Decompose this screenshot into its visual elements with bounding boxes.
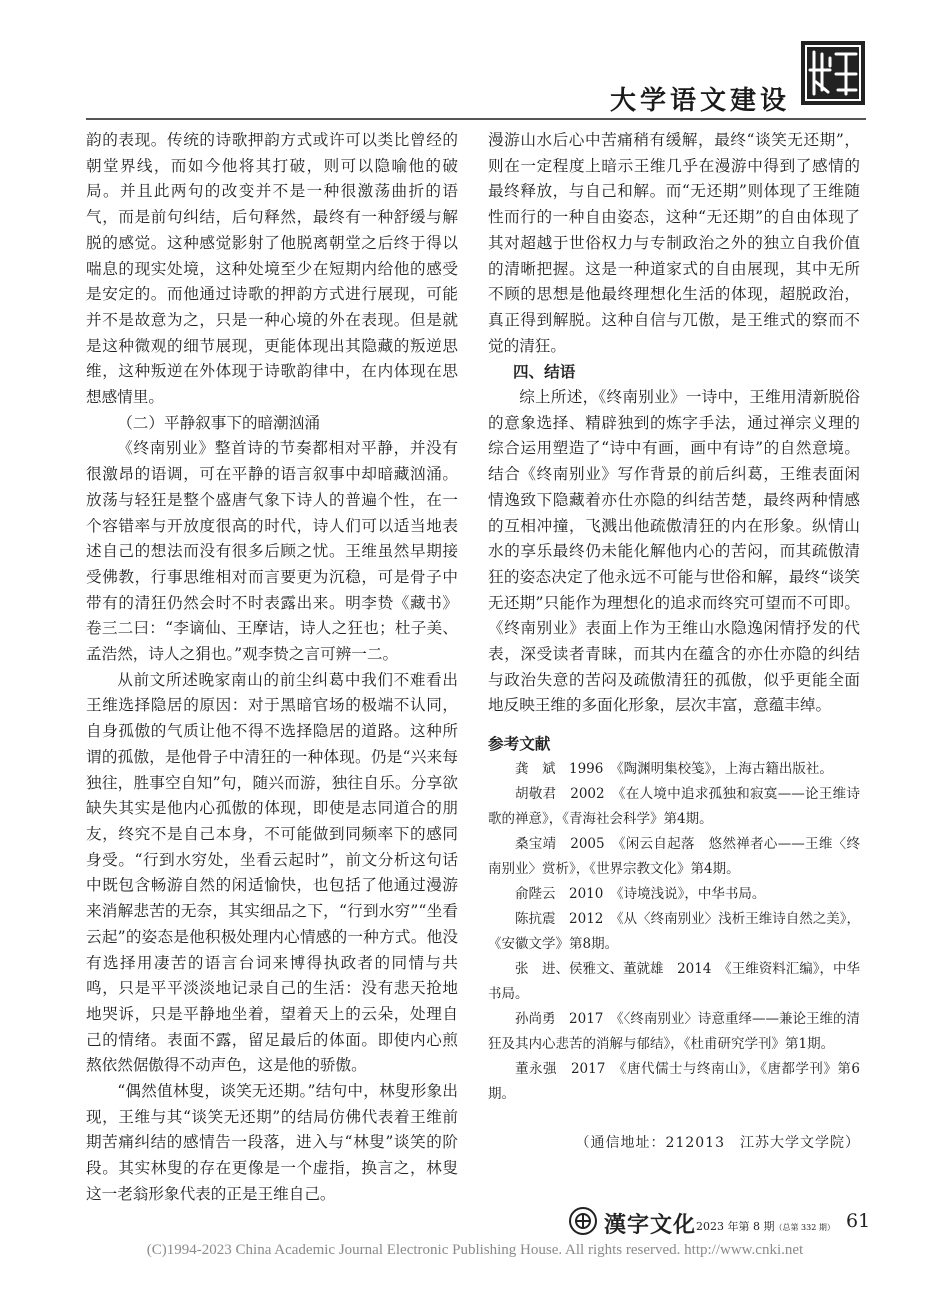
- header-title: 大学语文建设: [610, 86, 791, 116]
- reference-item: 孙尚勇 2017 《〈终南别业〉诗意重绎——兼论王维的清狂及其内心悲苦的消解与郁结》，《杜甫研究学刊》第1期。: [488, 1010, 860, 1052]
- footer-journal-name: 漢字文化: [604, 1212, 697, 1238]
- journal-emblem-icon: [568, 1206, 598, 1236]
- page-header: [0, 0, 950, 128]
- page-footer: [560, 1206, 880, 1240]
- paragraph-continuation: 漫游山水后心中苦痛稍有缓解，最终“谈笑无还期”，则在一定程度上暗示王维几乎在漫游中得到了感情的最终释放，与自己和解。而“无还期”则体现了王维随性而行的一种自由姿态，这种“无还期”的自由体现了其对超越于世俗权力与专制政治之外的独立自我价值的清晰把握。这是一种道家式的自由展现，其中无所不顾的思想是他最终理想化生活的体现，超脱政治，真正得到解脱。这种自信与兀傲，是王维式的察而不觉的清狂。: [488, 131, 860, 355]
- paragraph: 从前文所述晚家南山的前尘纠葛中我们不难看出王维选择隐居的原因：对于黑暗官场的极端不认同，自身孤傲的气质让他不得不选择隐居的道路。这种所谓的孤傲，是他骨子中清狂的一种体现。仍是“兴来每独往，胜事空自知”句，随兴而游，独往自乐。分享欲缺失其实是他内心孤傲的体现，即使是志同道合的朋友，终究不是自己本身，不可能做到同频率下的感同身受。“行到水穷处，坐看云起时”，前文分析这句话中既包含畅游自然的闲适愉快，也包括了他通过漫游来消解悲苦的无奈，其实细品之下，“行到水穷”“坐看云起”的姿态是他积极处理内心情感的一种方式。他没有选择用凄苦的语言台词来博得执政者的同情与共鸣，只是平平淡淡地记录自己的生活：没有悲天抢地地哭诉，只是平静地坐着，望着天上的云朵，处理自己的情绪。表面不露，留足最后的体面。即使内心煎熬依然倨傲得不动声色，这是他的骄傲。: [86, 670, 458, 1075]
- reference-item: 桑宝靖 2005 《闲云自起落 悠然禅者心——王维〈终南别业〉赏析》，《世界宗教文化》第4期。: [488, 835, 860, 877]
- paragraph: 综上所述，《终南别业》一诗中，王维用清新脱俗的意象选择、精辟独到的炼字手法，通过禅宗义理的综合运用塑造了“诗中有画，画中有诗”的自然意境。结合《终南别业》写作背景的前后纠葛，王维表面闲情逸致下隐藏着亦仕亦隐的纠结苦楚，最终两种情感的互相冲撞，飞溅出他疏傲清狂的内在形象。纵情山水的享乐最终仍未能化解他内心的苦闷，而其疏傲清狂的姿态决定了他永远不可能与世俗和解，最终“谈笑无还期”只能作为理想化的追求而终究可望而不可即。《终南别业》表面上作为王维山水隐逸闲情抒发的代表，深受读者青睐，而其内在蕴含的亦仕亦隐的纠结与政治失意的苦闷及疏傲清狂的孤傲，似乎更能全面地反映王维的多面化形象，层次丰富，意蕴丰绰。: [488, 388, 860, 715]
- author-address: （通信地址：212013 江苏大学文学院）: [575, 1134, 860, 1151]
- copyright-notice: (C)1994-2023 China Academic Journal Electronic Publishing House. All rights reserved. http://www.cnki.net: [146, 1242, 804, 1258]
- subsection-heading: （二）平静叙事下的暗潮汹涌: [117, 413, 320, 432]
- header-rule: [86, 118, 866, 120]
- reference-item: 董永强 2017 《唐代儒士与终南山》，《唐都学刊》第6期。: [488, 1060, 860, 1102]
- footer-issue: [696, 1218, 835, 1234]
- reference-item: 胡敬君 2002 《在人境中追求孤独和寂寞——论王维诗歌的禅意》，《青海社会科学》第4期。: [488, 785, 860, 827]
- journal-seal-logo: [800, 40, 866, 106]
- references-title: 参考文献: [488, 734, 551, 754]
- paragraph: 《终南别业》整首诗的节奏都相对平静，并没有很激昂的语调，可在平静的语言叙事中却暗藏汹涌。放荡与轻狂是整个盛唐气象下诗人的普遍个性，在一个容错率与开放度很高的时代，诗人们可以适当地表述自己的想法而没有很多后顾之忧。王维虽然早期接受佛教，行事思维相对而言要更为沉稳，可是骨子中带有的清狂仍然会时不时表露出来。明李贽《藏书》卷三二曰：“李谪仙、王摩诘，诗人之狂也；杜子美、孟浩然，诗人之狷也。”观李贽之言可辨一二。: [86, 439, 458, 664]
- paragraph-continuation: 韵的表现。传统的诗歌押韵方式或许可以类比曾经的朝堂界线，而如今他将其打破，则可以隐喻他的破局。并且此两句的改变并不是一种很激荡曲折的语气，而是前句纠结，后句释然，最终有一种舒缓与解脱的感觉。这种感觉影射了他脱离朝堂之后终于得以喘息的现实处境，这种处境至少在短期内给他的感受是安定的。而他通过诗歌的押韵方式进行展现，可能并不是故意为之，只是一种心境的外在表现。但是就是这种微观的细节展现，更能体现出其隐藏的叛逆思维，这种叛逆在外体现于诗歌韵律中，在内体现在思想感情里。: [86, 131, 458, 407]
- footer-issue-text: 2023 年第 8 期: [696, 1220, 775, 1233]
- left-column: [86, 128, 458, 1208]
- reference-item: 张 进、侯雅文、董就雄 2014 《王维资料汇编》，中华书局。: [488, 960, 860, 1002]
- paragraph: “偶然值林叟，谈笑无还期。”结句中，林叟形象出现，王维与其“谈笑无还期”的结局仿佛代表着王维前期苦痛纠结的感情告一段落，进入与“林叟”谈笑的阶段。其实林叟的存在更像是一个虚指，换言之，林叟这一老翁形象代表的正是王维自己。: [86, 1082, 458, 1203]
- reference-item: 陈抗震 2012 《从〈终南别业〉浅析王维诗自然之美》，《安徽文学》第8期。: [488, 910, 860, 952]
- right-column: [488, 128, 860, 1157]
- reference-item: 俞陛云 2010 《诗境浅说》，中华书局。: [515, 885, 766, 902]
- page-number: 61: [846, 1210, 871, 1232]
- footer-issue-total: （总第 332 期）: [774, 1223, 835, 1232]
- section-heading-conclusion: 四、结语: [512, 362, 576, 382]
- reference-item: 龚 斌 1996 《陶渊明集校笺》，上海古籍出版社。: [515, 760, 833, 777]
